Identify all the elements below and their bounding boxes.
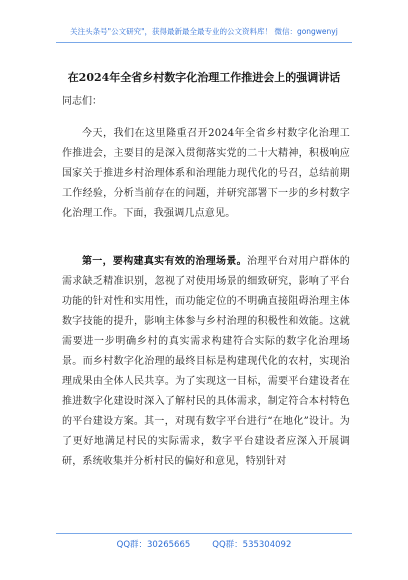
document-title: 在2024年全省乡村数字化治理工作推进会上的强调讲话 [67, 71, 341, 84]
paragraph-intro [62, 124, 350, 224]
footer-qq-group-2: QQ群：535304092 [212, 540, 292, 550]
paragraph-text: 治理平台对用户群体的需求缺乏精准识别，忽视了对使用场景的细致研究，影响了平台功能的针对性和实用性，而功能定位的不明确直接阻碍治理主体数字技能的提升，影响主体参与乡村治理的积极性和效能。这就需要进一步明确乡村的真实需求构建符合实际的数字化治理场景。而乡村数字化治理的最终目标是构建现代化的农村，实现治理成果由全体人民共享。为了实现这一目标，需要平台建设者在推进数字化建设时深入了解村民的具体需求，制定符合本村特色的平台建设方案。其一，对现有数字平台进行“在地化”设计。为了更好地满足村民的实际需求，数字平台建设者应深入开展调研，系统收集并分析村民的偏好和意见，特别针对 [62, 256, 351, 467]
page-header: 关注头条号"公文研究"，获得最新最全最专业的公文资料库！ 微信：gongwenyj [70, 27, 338, 36]
footer-qq-group-1: QQ群：30265665 [116, 540, 191, 550]
salutation: 同志们： [62, 96, 102, 107]
page-footer [0, 538, 408, 550]
paragraph-text: 今天，我们在这里隆重召开2024年全省乡村数字化治理工作推进会，主要目的是深入贯彻落实党的二十大精神，积极响应国家关于推进乡村治理体系和治理能力现代化的号召，总结前期工作经验，分析当前存在的问题，并研究部署下一步的乡村数字化治理工作。下面，我强调几点意见。 [62, 128, 350, 219]
header-divider [56, 42, 352, 43]
paragraph-first-point [62, 252, 350, 472]
paragraph-lead: 第一，要构建真实有效的治理场景。 [82, 256, 247, 267]
footer-divider [56, 533, 352, 534]
